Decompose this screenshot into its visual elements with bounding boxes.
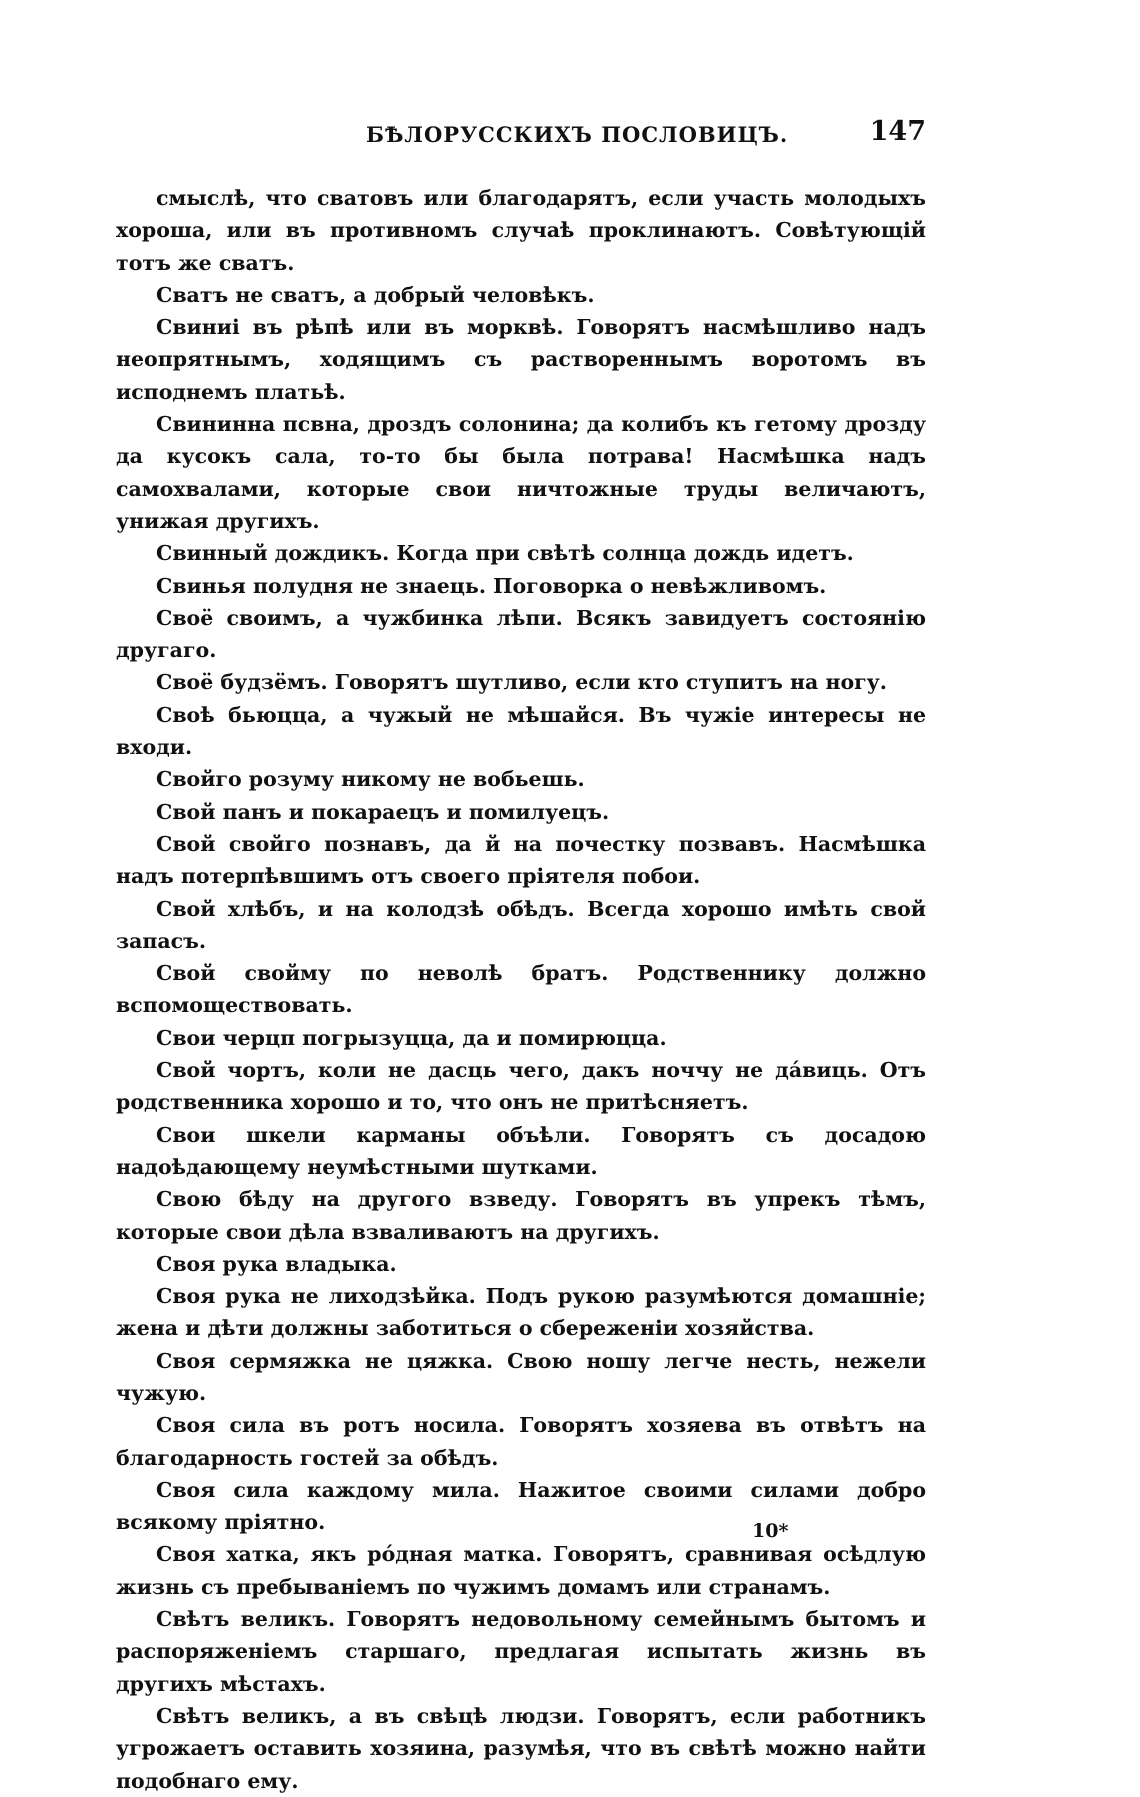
paragraph: Свой свойму по неволѣ братъ. Родственнику должно вспомоществовать. <box>116 961 926 1018</box>
paragraph: Своя рука не лиходзѣйка. Подъ рукою разумѣются домашніе; жена и дѣти должны заботиться о сбереженіи хозяйства. <box>116 1284 926 1341</box>
paragraph: Свой панъ и покараецъ и помилуецъ. <box>156 799 610 824</box>
running-header <box>118 116 926 156</box>
paragraph: Свои шкели карманы объѣли. Говорятъ съ досадою надоѣдающему неумѣстными шутками. <box>116 1122 926 1179</box>
paragraph: Своё будзёмъ. Говорятъ шутливо, если кто ступитъ на ногу. <box>156 670 887 695</box>
paragraph: Свою бѣду на другого взведу. Говорятъ въ упрекъ тѣмъ, которые свои дѣла взваливаютъ на другихъ. <box>116 1187 926 1244</box>
paragraph: Своё своимъ, а чужбинка лѣпи. Всякъ завидуетъ состоянію другаго. <box>116 605 926 663</box>
paragraph: Своя сермяжка не цяжка. Свою ношу легче несть, нежели чужую. <box>116 1348 926 1405</box>
paragraph: Свинный дождикъ. Когда при свѣтѣ солнца дождь идетъ. <box>156 541 854 566</box>
paragraph: Своя сила въ ротъ носила. Говорятъ хозяева въ отвѣтъ на благодарность гостей за обѣдъ. <box>116 1413 926 1470</box>
paragraph: Свѣтъ великъ. Говорятъ недовольному семейнымъ бытомъ и распоряженіемъ старшаго, предлагая испытать жизнь въ другихъ мѣстахъ. <box>116 1607 926 1696</box>
paragraph: Своя сила каждому мила. Нажитое своими силами добро всякому пріятно. <box>116 1477 926 1535</box>
paragraph: Свой хлѣбъ, и на колодзѣ обѣдъ. Всегда хорошо имѣть свой запасъ. <box>116 896 926 953</box>
paragraph: Свой чортъ, коли не дасць чего, дакъ ноччу не дáвиць. Отъ родственника хорошо и то, что онъ не притѣсняетъ. <box>116 1058 926 1115</box>
paragraph: Свойго розуму никому не вобьешь. <box>156 767 585 792</box>
paragraph: Свининна псвна, дроздъ солонина; да колибъ къ гетому дрозду да кусокъ сала, то-то бы была потрава! Насмѣшка надъ самохвалами, которые свои ничтожные труды величаютъ, унижая другихъ. <box>116 412 926 533</box>
body-text <box>116 182 926 1797</box>
page-number: 147 <box>869 116 926 147</box>
paragraph: Своя рука владыка. <box>156 1251 397 1276</box>
paragraph: Своя хатка, якъ рóдная матка. Говорятъ, сравнивая осѣдлую жизнь съ пребываніемъ по чужимъ домамъ или странамъ. <box>116 1542 926 1599</box>
paragraph: Свѣтъ великъ, а въ свѣцѣ людзи. Говорятъ, если работникъ угрожаетъ оставить хозяина, разумѣя, что въ свѣтѣ можно найти подобнаго ему. <box>116 1703 926 1793</box>
signature-mark: 10* <box>752 1520 789 1542</box>
running-title: БѢЛОРУССКИХЪ ПОСЛОВИЦЪ. <box>366 122 789 147</box>
paragraph: Свои черцп погрызуцца, да и помирюцца. <box>156 1025 667 1050</box>
paragraph: смыслѣ, что сватовъ или благодарятъ, если участь молодыхъ хороша, или въ противномъ случаѣ проклинаютъ. Совѣтующій тотъ же сватъ. <box>116 186 926 275</box>
paragraph: Свой свойго познавъ, да й на почестку позвавъ. Насмѣшка надъ потерпѣвшимъ отъ своего пріятеля побои. <box>116 831 926 889</box>
paragraph: Свиниi въ рѣпѣ или въ морквѣ. Говорятъ насмѣшливо надъ неопрятнымъ, ходящимъ съ раствореннымъ воротомъ въ исподнемъ платьѣ. <box>116 315 926 404</box>
paragraph: Свинья полудня не знаець. Поговорка о невѣжливомъ. <box>156 573 827 598</box>
paragraph: Своѣ бьюцца, а чужый не мѣшайся. Въ чужіе интересы не входи. <box>116 702 926 760</box>
paragraph: Сватъ не сватъ, а добрый человѣкъ. <box>156 282 595 307</box>
